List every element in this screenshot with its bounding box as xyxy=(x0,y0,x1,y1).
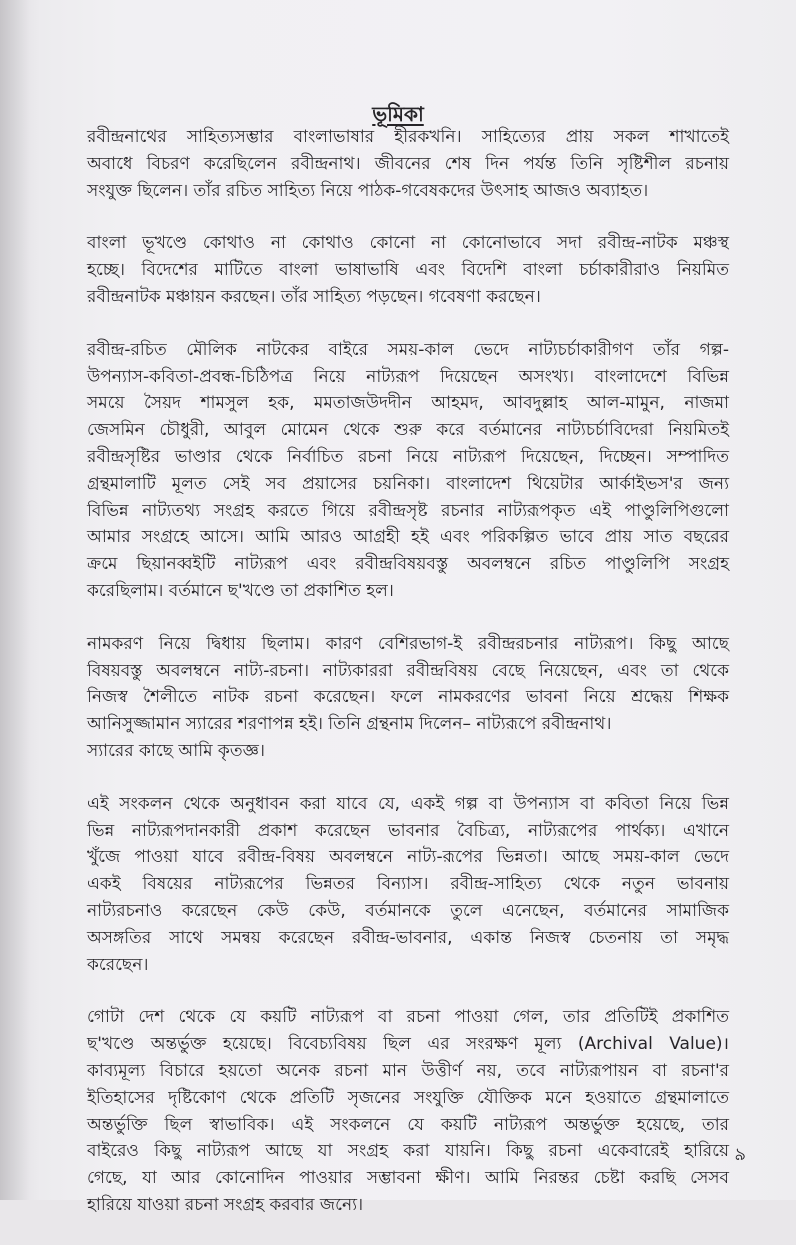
text-line: একই বিষয়ের নাট্যরূপের ভিন্নতর বিন্যাস। রবীন্দ্র-সাহিত্য থেকে নতুন ভাবনায় xyxy=(87,874,729,895)
text-line: বাংলা ভূখণ্ডে কোথাও না কোথাও কোনো না কোনোভাবে সদা রবীন্দ্র-নাটক মঞ্চস্থ xyxy=(87,233,729,254)
paragraph-4 xyxy=(87,631,729,765)
text-line: রবীন্দ্র-রচিত মৌলিক নাটকের বাইরে সময়-কাল ভেদে নাট্যচর্চাকারীগণ তাঁর গল্প- xyxy=(87,339,729,360)
text-line: নামকরণ নিয়ে দ্বিধায় ছিলাম। কারণ বেশিরভাগ-ই রবীন্দ্ররচনার নাট্যরূপ। কিছু আছে xyxy=(87,633,729,654)
text-line: গেছে, যা আর কোনোদিন পাওয়ার সম্ভাবনা ক্ষীণ। আমি নিরন্তর চেষ্টা করছি সেসব xyxy=(87,1168,729,1189)
text-line: অসঙ্গতির সাথে সমন্বয় করেছেন রবীন্দ্র-ভাবনার, একান্ত নিজস্ব চেতনায় তা সমৃদ্ধ xyxy=(87,927,729,948)
text-line: রবীন্দ্রনাটক মঞ্চায়ন করছেন। তাঁর সাহিত্য পড়ছেন। গবেষণা করছেন। xyxy=(87,286,541,307)
text-line: ভিন্ন নাট্যরূপদানকারী প্রকাশ করেছেন ভাবনার বৈচিত্র্য, নাট্যরূপের পার্থক্য। এখানে xyxy=(87,820,729,841)
paragraph-1 xyxy=(87,124,729,204)
text-line: জেসমিন চৌধুরী, আবুল মোমেন থেকে শুরু করে বর্তমানের নাট্যচর্চাবিদেরা নিয়মিতই xyxy=(87,420,729,441)
text-line: স্যারের কাছে আমি কৃতজ্ঞ। xyxy=(87,740,265,761)
text-line: করেছেন। xyxy=(87,954,149,975)
text-line: বিষয়বস্তু অবলম্বনে নাট্য-রচনা। নাট্যকাররা রবীন্দ্রবিষয় বেছে নিয়েছেন, এবং তা থেকে xyxy=(87,660,729,681)
paragraph-2 xyxy=(87,230,729,310)
text-line: অন্তর্ভুক্তি ছিল স্বাভাবিক। এই সংকলনে যে কয়টি নাট্যরূপ অন্তর্ভুক্ত হয়েছে, তার xyxy=(87,1114,729,1135)
text-line: রবীন্দ্রনাথের সাহিত্যসম্ভার বাংলাভাষার হীরকখনি। সাহিত্যের প্রায় সকল শাখাতেই xyxy=(87,127,729,147)
text-line: নাট্যরচনাও করেছেন কেউ কেউ, বর্তমানকে তুলে এনেছেন, বর্তমানের সামাজিক xyxy=(87,900,729,921)
body-text xyxy=(87,124,729,1245)
text-line: এই সংকলন থেকে অনুধাবন করা যাবে যে, একই গল্প বা উপন্যাস বা কবিতা নিয়ে ভিন্ন xyxy=(87,793,729,814)
text-line: বিভিন্ন নাট্যতথ্য সংগ্রহ করতে গিয়ে রবীন্দ্রসৃষ্ট রচনার নাট্যরূপকৃত এই পাণ্ডুলিপিগুলো xyxy=(87,500,729,521)
text-line: গোটা দেশ থেকে যে কয়টি নাট্যরূপ বা রচনা পাওয়া গেল, তার প্রতিটিই প্রকাশিত xyxy=(87,1007,729,1028)
text-line: খুঁজে পাওয়া যাবে রবীন্দ্র-বিষয় অবলম্বনে নাট্য-রূপের ভিন্নতা। আছে সময়-কাল ভেদে xyxy=(87,847,729,868)
text-line: নিজস্ব শৈলীতে নাটক রচনা করেছেন। ফলে নামকরণের ভাবনা নিয়ে শ্রদ্ধেয় শিক্ষক xyxy=(87,687,729,708)
gutter-shadow xyxy=(0,0,30,1200)
text-line: রবীন্দ্রসৃষ্টির ভাণ্ডার থেকে নির্বাচিত রচনা নিয়ে নাট্যরূপ দিয়েছেন, দিচ্ছেন। সম্পাদিত xyxy=(87,446,729,467)
text-line: হচ্ছে। বিদেশের মাটিতে বাংলা ভাষাভাষি এবং বিদেশি বাংলা চর্চাকারীরাও নিয়মিত xyxy=(87,260,729,281)
text-line: সংযুক্ত ছিলেন। তাঁর রচিত সাহিত্য নিয়ে পাঠক-গবেষকদের উৎসাহ আজও অব্যাহত। xyxy=(87,180,649,201)
text-line: ক্রমে ছিয়ানব্বইটি নাট্যরূপ এবং রবীন্দ্রবিষয়বস্তু অবলম্বনে রচিত পাণ্ডুলিপি সংগ্রহ xyxy=(87,554,729,575)
text-line: ইতিহাসের দৃষ্টিকোণ থেকে প্রতিটি সৃজনের সংযুক্তি যৌক্তিক মনে হওয়াতে গ্রন্থমালাতে xyxy=(87,1087,729,1108)
page-title: ভূমিকা xyxy=(372,102,424,126)
text-line: কাব্যমূল্য বিচারে হয়তো অনেক রচনা মান উত্তীর্ণ নয়, তবে নাট্যরূপায়ন বা রচনা'র xyxy=(87,1060,729,1081)
paragraph-5 xyxy=(87,791,729,979)
paragraph-6 xyxy=(87,1004,729,1218)
text-line: আনিসুজ্জামান স্যারের শরণাপন্ন হই। তিনি গ্রন্থনাম দিলেন– নাট্যরূপে রবীন্দ্রনাথ। xyxy=(87,714,612,735)
text-line: বাইরেও কিছু নাট্যরূপ আছে যা সংগ্রহ করা যায়নি। কিছু রচনা একেবারেই হারিয়ে xyxy=(87,1141,729,1162)
text-line: গ্রন্থমালাটি মূলত সেই সব প্রয়াসের চয়নিকা। বাংলাদেশ থিয়েটার আর্কাইভস'র জন্য xyxy=(87,473,729,494)
text-line: উপন্যাস-কবিতা-প্রবন্ধ-চিঠিপত্র নিয়ে নাট্যরূপ দিয়েছেন অসংখ্য। বাংলাদেশে বিভিন্ন xyxy=(87,366,729,387)
text-line: সময়ে সৈয়দ শামসুল হক, মমতাজউদদীন আহমদ, আবদুল্লাহ আল-মামুন, নাজমা xyxy=(87,393,729,414)
text-line: ছ'খণ্ডে অন্তর্ভুক্ত হয়েছে। বিবেচ্যবিষয় ছিল এর সংরক্ষণ মূল্য (Archival Value)। xyxy=(87,1034,729,1055)
text-line: আমার সংগ্রহে আসে। আমি আরও আগ্রহী হই এবং পরিকল্পিত ভাবে প্রায় সাত বছরের xyxy=(87,527,729,548)
text-line: করেছিলাম। বর্তমানে ছ'খণ্ডে তা প্রকাশিত হল। xyxy=(87,580,394,601)
text-line: হারিয়ে যাওয়া রচনা সংগ্রহ করবার জন্যে। xyxy=(87,1194,364,1215)
text-line: অবাধে বিচরণ করেছিলেন রবীন্দ্রনাথ। জীবনের শেষ দিন পর্যন্ত তিনি সৃষ্টিশীল রচনায় xyxy=(87,153,729,174)
paragraph-3 xyxy=(87,337,729,605)
page-number: ৯ xyxy=(734,1144,746,1165)
